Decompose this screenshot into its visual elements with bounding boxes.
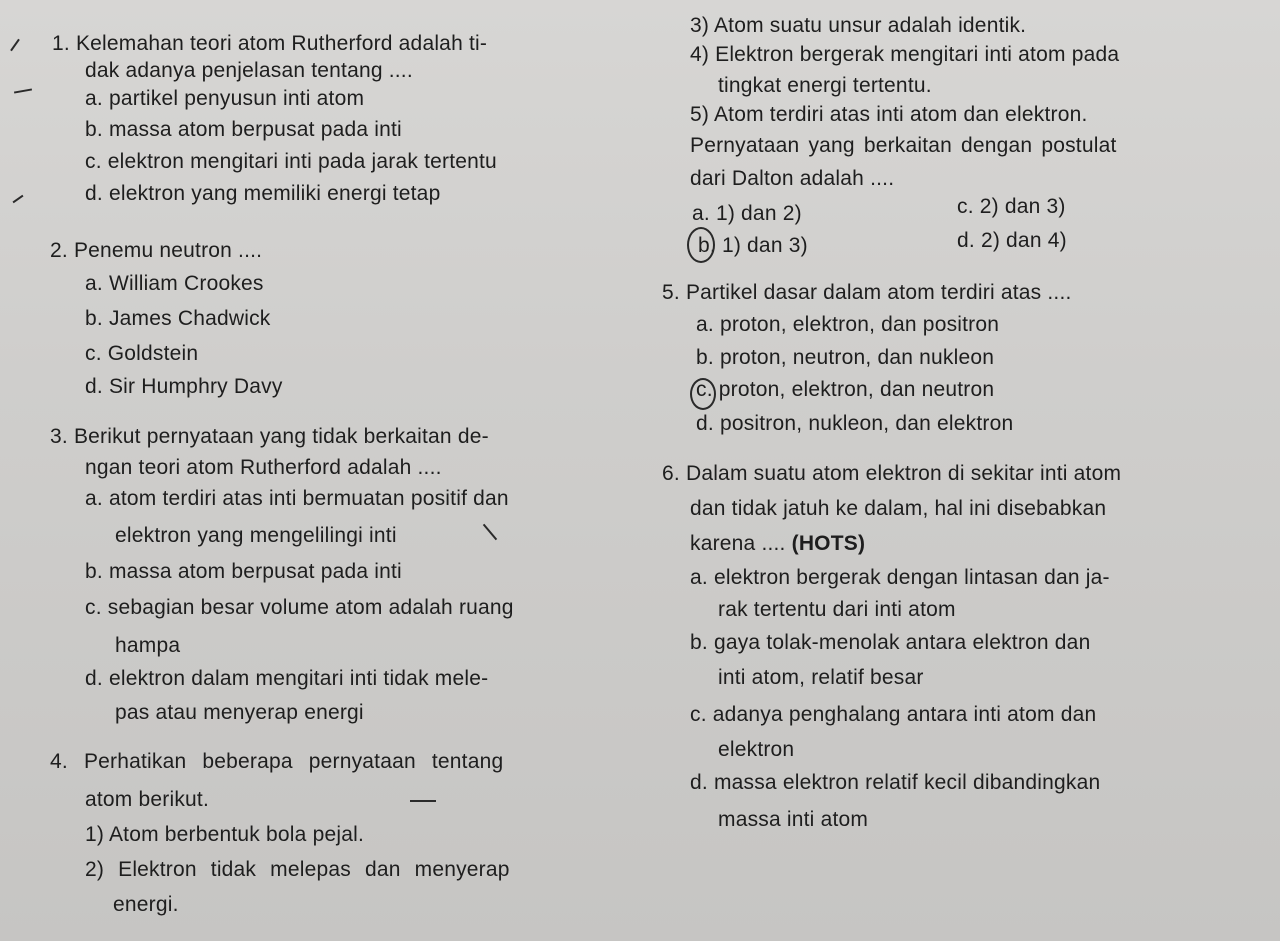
q1-line1: 1. Kelemahan teori atom Rutherford adalah ti-: [52, 32, 488, 55]
q1-option-d: d. elektron yang memiliki energi tetap: [85, 182, 441, 205]
q6-line1: 6. Dalam suatu atom elektron di sekitar inti atom: [662, 462, 1122, 485]
q4-statement-3: 3) Atom suatu unsur adalah identik.: [690, 14, 1027, 37]
q5-answer-circle: [690, 378, 716, 410]
margin-mark: [10, 39, 20, 52]
q6-option-a-line1: a. elektron bergerak dengan lintasan dan ja-: [690, 566, 1110, 589]
q6-line3-text: karena ....: [690, 532, 792, 555]
q6-option-c-line1: c. adanya penghalang antara inti atom dan: [690, 703, 1097, 726]
q6-line2: dan tidak jatuh ke dalam, hal ini disebabkan: [690, 497, 1107, 520]
pencil-stroke: [483, 524, 497, 541]
q5-option-d: d. positron, nukleon, dan elektron: [696, 412, 1014, 435]
q4-statement-4-line2: tingkat energi tertentu.: [718, 74, 932, 97]
q3-option-d-line1: d. elektron dalam mengitari inti tidak mele-: [85, 667, 489, 690]
q2-option-b: b. James Chadwick: [85, 307, 271, 330]
q2-option-a: a. William Crookes: [85, 272, 264, 295]
hots-label: (HOTS): [791, 532, 866, 555]
q4-option-a: a. 1) dan 2): [692, 202, 802, 225]
q3-option-c-line1: c. sebagian besar volume atom adalah ruang: [85, 596, 514, 619]
q2-option-c: c. Goldstein: [85, 342, 199, 365]
q6-line3: [690, 532, 865, 556]
q1-option-a: a. partikel penyusun inti atom: [85, 87, 365, 110]
q3-option-c-line2: hampa: [115, 634, 181, 657]
q4-statement-4-line1: 4) Elektron bergerak mengitari inti atom pada: [690, 43, 1120, 66]
q3-line2: ngan teori atom Rutherford adalah ....: [85, 456, 442, 479]
q4-statement-1: 1) Atom berbentuk bola pejal.: [85, 823, 364, 846]
q4-option-d: d. 2) dan 4): [957, 229, 1067, 252]
q3-option-a-line1: a. atom terdiri atas inti bermuatan positif dan: [85, 487, 509, 510]
q4-statement-2-line1: 2) Elektron tidak melepas dan menyerap: [85, 858, 510, 881]
q6-option-d-line2: massa inti atom: [718, 808, 869, 831]
q4-line1: 4. Perhatikan beberapa pernyataan tentang: [50, 750, 504, 773]
q4-option-b: b. 1) dan 3): [698, 234, 808, 257]
q4-answer-circle: [687, 227, 715, 263]
q3-option-a-line2: elektron yang mengelilingi inti: [115, 524, 397, 547]
q5-option-a: a. proton, elektron, dan positron: [696, 313, 1000, 336]
pencil-dash: [410, 800, 436, 802]
q1-line2: dak adanya penjelasan tentang ....: [85, 59, 413, 82]
q6-option-b-line2: inti atom, relatif besar: [718, 666, 924, 689]
q2-line1: 2. Penemu neutron ....: [50, 239, 263, 262]
q6-option-d-line1: d. massa elektron relatif kecil dibandingkan: [690, 771, 1101, 794]
q4-line2: atom berikut.: [85, 788, 209, 811]
q2-option-d: d. Sir Humphry Davy: [85, 375, 283, 398]
q4-option-c: c. 2) dan 3): [957, 195, 1066, 218]
q6-option-b-line1: b. gaya tolak-menolak antara elektron dan: [690, 631, 1091, 654]
q4-prompt-line2: dari Dalton adalah ....: [690, 167, 895, 190]
q5-option-b: b. proton, neutron, dan nukleon: [696, 346, 995, 369]
q4-statement-5: 5) Atom terdiri atas inti atom dan elektron.: [690, 103, 1088, 126]
q1-option-b: b. massa atom berpusat pada inti: [85, 118, 402, 141]
q4-statement-2-line2: energi.: [113, 893, 179, 916]
q6-option-c-line2: elektron: [718, 738, 795, 761]
q4-prompt-line1: Pernyataan yang berkaitan dengan postulat: [690, 134, 1117, 157]
q3-line1: 3. Berikut pernyataan yang tidak berkaitan de-: [50, 425, 489, 448]
q3-option-b: b. massa atom berpusat pada inti: [85, 560, 402, 583]
q3-option-d-line2: pas atau menyerap energi: [115, 701, 364, 724]
q5-option-c: c. proton, elektron, dan neutron: [696, 378, 995, 401]
q6-option-a-line2: rak tertentu dari inti atom: [718, 598, 956, 621]
q1-option-c: c. elektron mengitari inti pada jarak tertentu: [85, 150, 497, 173]
margin-mark: [14, 88, 32, 93]
margin-mark: [13, 195, 24, 204]
q5-line1: 5. Partikel dasar dalam atom terdiri atas ....: [662, 281, 1072, 304]
